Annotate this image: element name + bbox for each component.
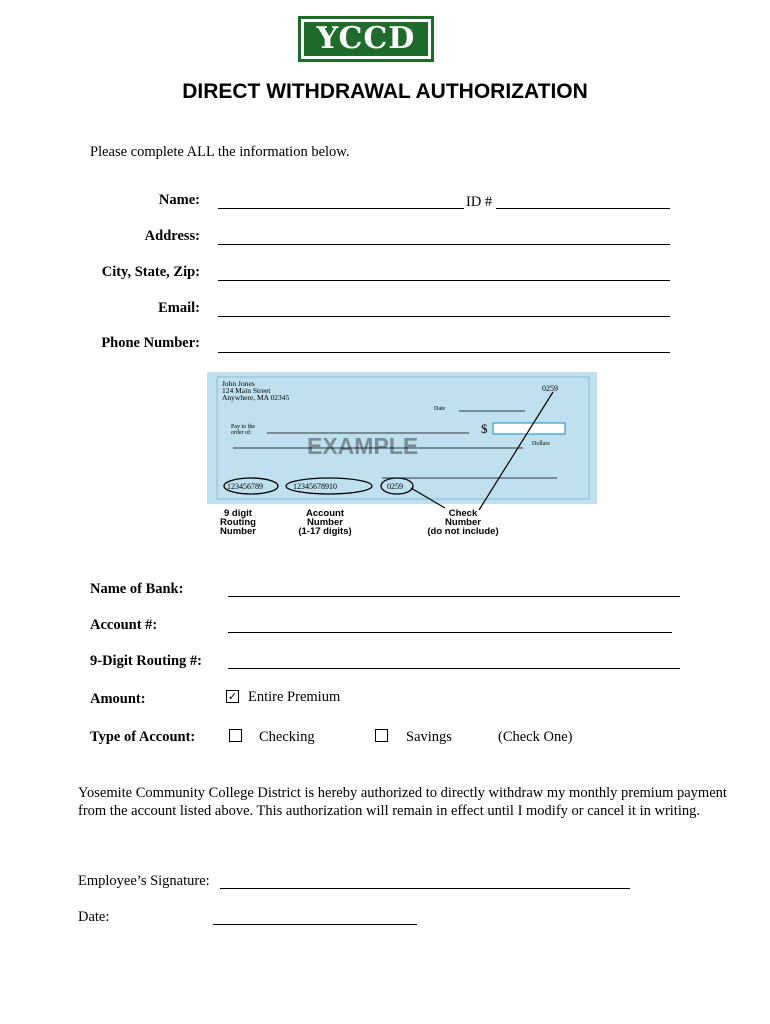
page-title: DIRECT WITHDRAWAL AUTHORIZATION xyxy=(182,80,588,103)
check-watermark: EXAMPLE xyxy=(307,433,419,459)
check-one-note: (Check One) xyxy=(498,729,573,745)
signature-label: Employee’s Signature: xyxy=(78,873,210,889)
authorization-paragraph: Yosemite Community College District is hereby authorized to directly withdraw my monthly premium payment from the account listed above. This authorization will remain in effect until I modify or cancel it in writing. xyxy=(78,785,727,819)
signature-field[interactable] xyxy=(220,888,630,889)
city-state-zip-label: City, State, Zip: xyxy=(101,264,200,280)
account-caption-3: (1-17 digits) xyxy=(298,526,352,537)
savings-label: Savings xyxy=(406,729,452,745)
check-owner-street: 124 Main Street xyxy=(222,386,271,395)
logo-text: YCCD xyxy=(304,22,428,56)
check-pay-to-label-1: Pay to the xyxy=(231,424,255,430)
account-caption-2: Number xyxy=(307,517,343,528)
date-label: Date: xyxy=(78,909,110,925)
phone-field[interactable] xyxy=(218,352,670,353)
check-number-top: 0259 xyxy=(542,384,558,393)
checking-label: Checking xyxy=(259,729,315,745)
routing-caption-1: 9 digit xyxy=(224,508,252,519)
account-caption-1: Account xyxy=(306,508,344,519)
example-check-image xyxy=(207,372,597,538)
ycc-logo xyxy=(298,16,434,62)
bank-name-field[interactable] xyxy=(228,596,680,597)
entire-premium-checkbox[interactable]: ✓ xyxy=(227,690,238,703)
instructions-text: Please complete ALL the information below. xyxy=(90,144,350,160)
name-label: Name: xyxy=(158,192,200,208)
check-micr-checknum: 0259 xyxy=(387,482,403,491)
id-label: ID # xyxy=(466,194,493,210)
account-number-label: Account #: xyxy=(90,617,158,633)
routing-caption-3: Number xyxy=(220,526,256,537)
phone-label: Phone Number: xyxy=(101,335,200,351)
account-type-label: Type of Account: xyxy=(90,729,196,745)
check-date-label: Date xyxy=(434,406,446,412)
routing-number-field[interactable] xyxy=(228,668,680,669)
check-owner-city: Anywhere, MA 02345 xyxy=(222,393,290,402)
address-label: Address: xyxy=(144,228,200,244)
id-field[interactable] xyxy=(496,208,670,209)
checknum-caption-3: (do not include) xyxy=(427,526,499,537)
routing-caption-2: Routing xyxy=(220,517,256,528)
address-field[interactable] xyxy=(218,244,670,245)
savings-checkbox[interactable] xyxy=(375,729,388,742)
date-field[interactable] xyxy=(213,924,417,925)
entire-premium-label: Entire Premium xyxy=(248,689,341,705)
check-micr-routing: 123456789 xyxy=(227,482,263,491)
check-dollars-label: Dollars xyxy=(532,441,550,447)
email-label: Email: xyxy=(158,300,200,316)
check-owner-name: John Jones xyxy=(222,379,255,388)
checknum-caption-1: Check xyxy=(448,508,478,519)
name-field[interactable] xyxy=(218,208,464,209)
check-dollar-sign: $ xyxy=(481,421,488,436)
email-field[interactable] xyxy=(218,316,670,317)
check-amount-box xyxy=(493,423,565,434)
check-micr-account: 12345678910 xyxy=(293,482,337,491)
bank-name-label: Name of Bank: xyxy=(90,581,184,597)
routing-number-label: 9-Digit Routing #: xyxy=(90,653,202,669)
city-state-zip-field[interactable] xyxy=(218,280,670,281)
account-number-field[interactable] xyxy=(228,632,672,633)
amount-label: Amount: xyxy=(90,691,146,707)
checking-checkbox[interactable] xyxy=(229,729,242,742)
checknum-caption-2: Number xyxy=(445,517,481,528)
check-pay-to-label-2: order of: xyxy=(231,430,252,436)
